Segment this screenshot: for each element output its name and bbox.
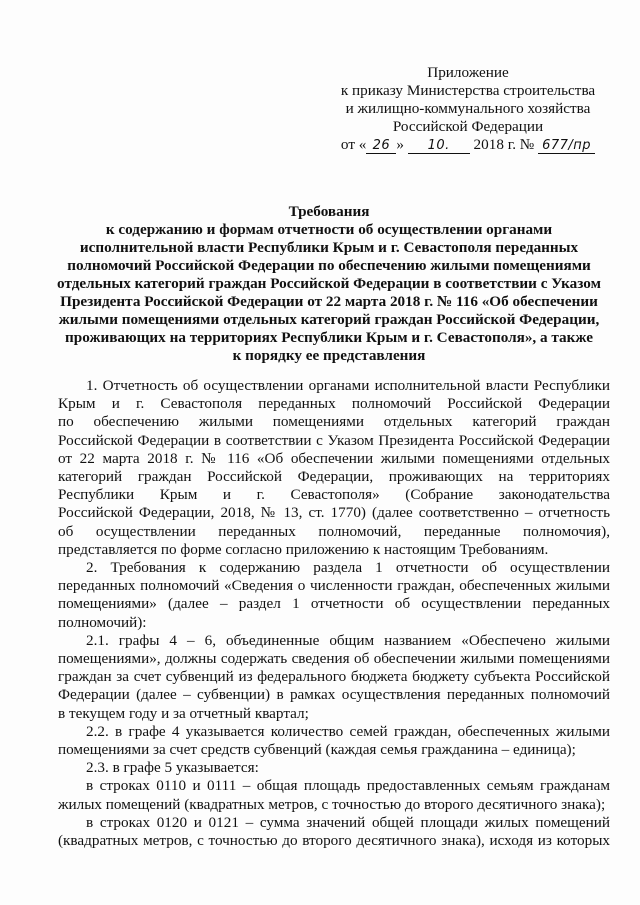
body-line: 2.2. в графе 4 указывается количество семей граждан, обеспеченных жилыми — [86, 722, 610, 740]
title-line: полномочий Российской Федерации по обеспечению жилыми помещениями — [67, 257, 591, 274]
body-line: об осуществлении переданных полномочий, переданные полномочия), — [58, 522, 610, 540]
body-line: Российской Федерации, 2018, № 13, ст. 1770) (далее соответственно – отчетность — [58, 504, 610, 522]
date-prefix: от « — [340, 136, 367, 153]
body-line: в строках 0120 и 0121 – сумма значений общей площади жилых помещений — [86, 813, 610, 831]
document-body — [58, 377, 610, 850]
title-line: Президента Российской Федерации от 22 марта 2018 г. № 116 «Об обеспечении — [60, 293, 598, 310]
body-line: в строках 0110 и 0111 – общая площадь предоставленных семьям гражданам — [86, 777, 610, 795]
handwritten-day: 26 — [366, 139, 396, 154]
appendix-ministry-line: и жилищно-коммунального хозяйства — [345, 100, 591, 117]
date-year-text: 2018 г. № — [473, 136, 535, 153]
appendix-header — [318, 64, 618, 154]
title-line: исполнительной власти Республики Крым и г. Севастополя переданных — [79, 239, 579, 256]
body-line: 2.1. графы 4 – 6, объединенные общим названием «Обеспечено жилыми — [86, 631, 610, 649]
body-line: Крым и г. Севастополя переданных полномочий Российской Федерации — [58, 395, 610, 413]
body-line: в текущем году и за отчетный квартал; — [58, 704, 309, 722]
body-line: граждан за счет субвенций из федерального бюджета бюджету субъекта Российской — [58, 668, 610, 686]
body-line: Республики Крым и г. Севастополя» (Собрание законодательства — [58, 486, 610, 504]
body-line: (квадратных метров, с точностью до второго десятичного знака), исходя из которых — [58, 832, 610, 850]
body-line: переданных полномочий «Сведения о численности граждан, обеспеченных жилыми — [58, 577, 610, 595]
title-line: проживающих на территориях Республики Крым и г. Севастополя», а также — [65, 329, 593, 346]
appendix-title: Приложение — [427, 64, 509, 81]
body-line: жилых помещений (квадратных метров, с точностью до второго десятичного знака); — [58, 795, 606, 813]
body-line: помещениями», должны содержать сведения об обеспечении жилыми помещениями — [58, 650, 610, 668]
body-line: полномочий): — [58, 613, 147, 631]
body-line: Российской Федерации в соответствии с Указом Президента Российской Федерации — [58, 431, 610, 449]
handwritten-order-number: 677/пр — [538, 139, 595, 154]
title-line: к порядку ее представления — [232, 347, 426, 364]
body-line: 2.3. в графе 5 указывается: — [86, 759, 259, 777]
title-heading: Требования — [288, 203, 370, 220]
appendix-country-line: Российской Федерации — [392, 118, 544, 135]
body-line: по обеспечению жилыми помещениями отдельных категорий граждан — [58, 413, 610, 431]
body-line: 2. Требования к содержанию раздела 1 отчетности об осуществлении — [86, 559, 610, 577]
body-line: помещениями» (далее – раздел 1 отчетности об осуществлении переданных — [58, 595, 610, 613]
handwritten-month: 10. — [408, 139, 470, 154]
document-title — [48, 203, 610, 365]
body-line: представляется по форме согласно приложению к настоящим Требованиям. — [58, 540, 549, 558]
body-line: категорий граждан Российской Федерации, проживающих на территориях — [58, 468, 610, 486]
body-line: от 22 марта 2018 г. № 116 «Об обеспечении жилыми помещениями отдельных — [58, 449, 610, 467]
title-line: к содержанию и формам отчетности об осуществлении органами — [105, 221, 553, 238]
title-line: жилыми помещениями отдельных категорий граждан Российской Федерации, — [58, 311, 600, 328]
body-line: Федерации (далее – субвенции) в рамках осуществления переданных полномочий — [58, 686, 610, 704]
appendix-date-line — [318, 136, 618, 154]
title-line: отдельных категорий граждан Российской Федерации в соответствии с Указом — [57, 275, 601, 292]
body-line: 1. Отчетность об осуществлении органами исполнительной власти Республики — [86, 377, 610, 394]
appendix-order-line: к приказу Министерства строительства — [340, 82, 596, 99]
date-day-suffix: » — [396, 136, 404, 153]
body-line: помещениями за счет средств субвенций (каждая семья гражданина – единица); — [58, 741, 576, 759]
title-subtitle — [48, 221, 610, 365]
